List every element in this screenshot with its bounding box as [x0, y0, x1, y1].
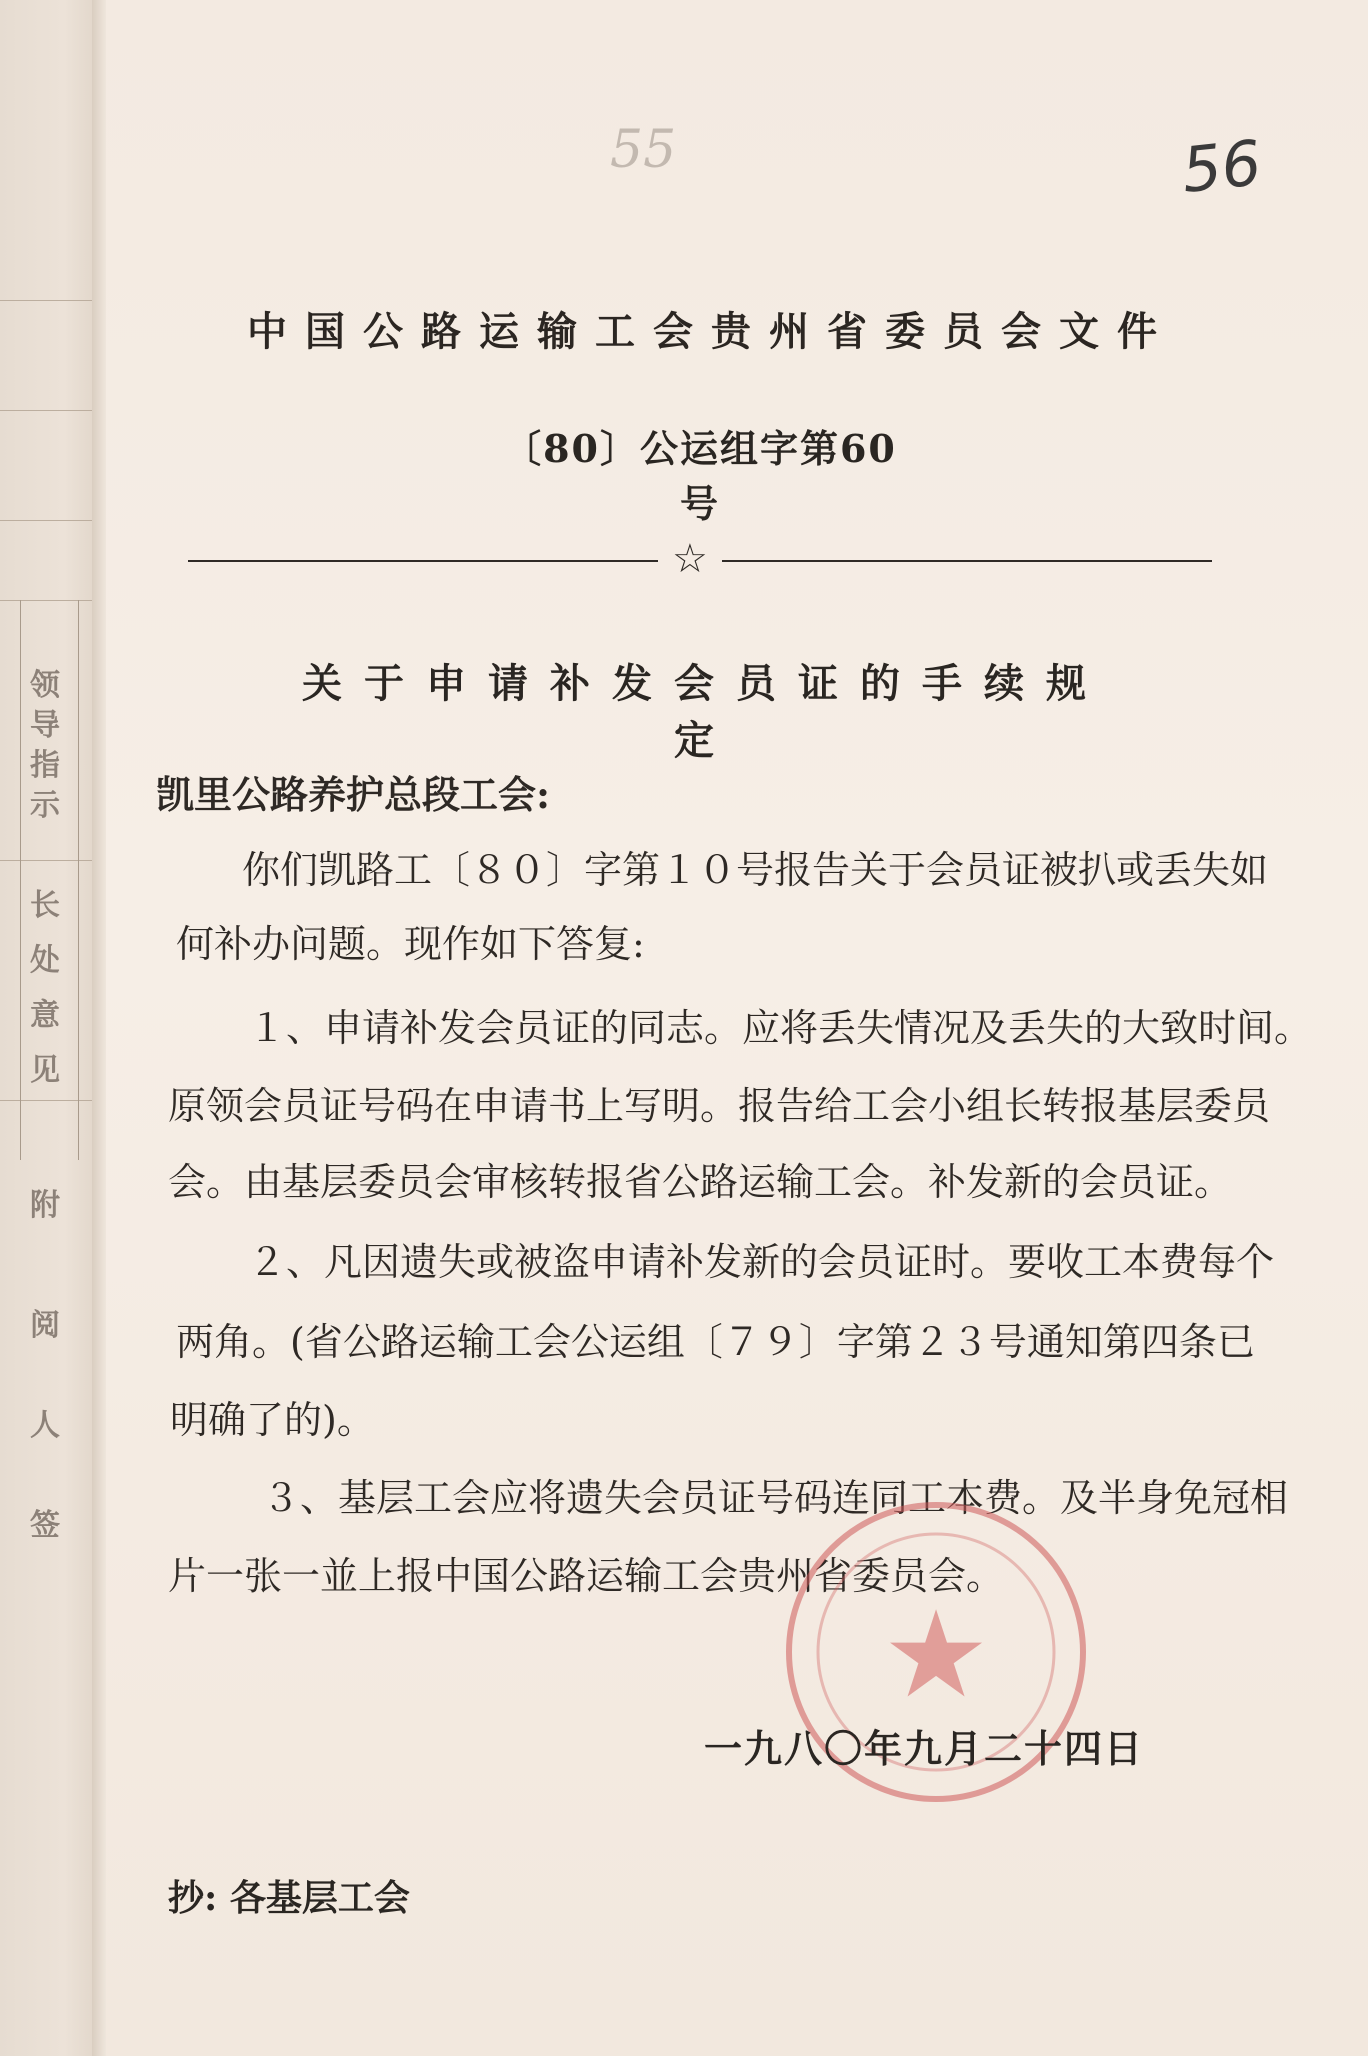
document-title: 关于申请补发会员证的手续规定 [302, 660, 1108, 764]
side-form-char: 人 [30, 1408, 60, 1443]
document-header: 中国公路运输工会贵州省委员会文件 [247, 308, 1175, 355]
document-number: 〔80〕公运组字第60号 [503, 426, 897, 526]
body-line: 明确了的)。 [170, 1398, 375, 1442]
body-line: 会。由基层委员会审核转报省公路运输工会。补发新的会员证。 [168, 1160, 1233, 1204]
body-line: 片一张一並上报中国公路运输工会贵州省委员会。 [168, 1554, 1005, 1598]
body-line: ２、凡因遗失或被盗申请补发新的会员证时。要收工本费每个 [248, 1240, 1275, 1284]
carbon-copy-line: 抄: 各基层工会 [168, 1877, 410, 1919]
side-form-char: 指 [30, 748, 60, 783]
body-line: 何补办问题。现作如下答复: [176, 922, 645, 966]
side-form-char: 阅 [30, 1308, 60, 1343]
seal-star-icon: ★ [882, 1586, 990, 1725]
side-form-char: 签 [30, 1508, 60, 1543]
side-form-char: 意 [30, 998, 60, 1033]
side-form-char: 领 [30, 668, 60, 703]
side-form-char: 附 [30, 1188, 60, 1223]
underlying-form-sheet [0, 0, 94, 2056]
body-line: ３、基层工会应将遗失会员证号码连同工本费。及半身免冠相 [262, 1476, 1289, 1520]
side-form-char: 长 [30, 888, 60, 923]
recipient: 凯里公路养护总段工会: [156, 772, 551, 817]
body-line: 你们凯路工〔８０〕字第１０号报告关于会员证被扒或丢失如 [242, 848, 1269, 892]
side-form-char: 见 [30, 1053, 60, 1088]
bleed-through-number: 55 [610, 120, 677, 180]
page-number: 56 [1178, 126, 1265, 207]
body-line: 原领会员证号码在申请书上写明。报告给工会小组长转报基层委员 [168, 1084, 1271, 1128]
star-icon: ☆ [672, 536, 708, 582]
side-form-char: 导 [30, 708, 60, 743]
body-line: 两角。(省公路运输工会公运组〔７９〕字第２３号通知第四条已 [176, 1320, 1255, 1364]
body-line: １、申请补发会员证的同志。应将丢失情况及丢失的大致时间。 [248, 1006, 1313, 1050]
side-form-char: 处 [30, 943, 60, 978]
header-divider-right [722, 560, 1212, 562]
document-date: 一九八〇年九月二十四日 [704, 1726, 1145, 1771]
header-divider-left [188, 560, 658, 562]
sheet-fold-shadow [92, 0, 106, 2056]
side-form-char: 示 [30, 788, 60, 823]
